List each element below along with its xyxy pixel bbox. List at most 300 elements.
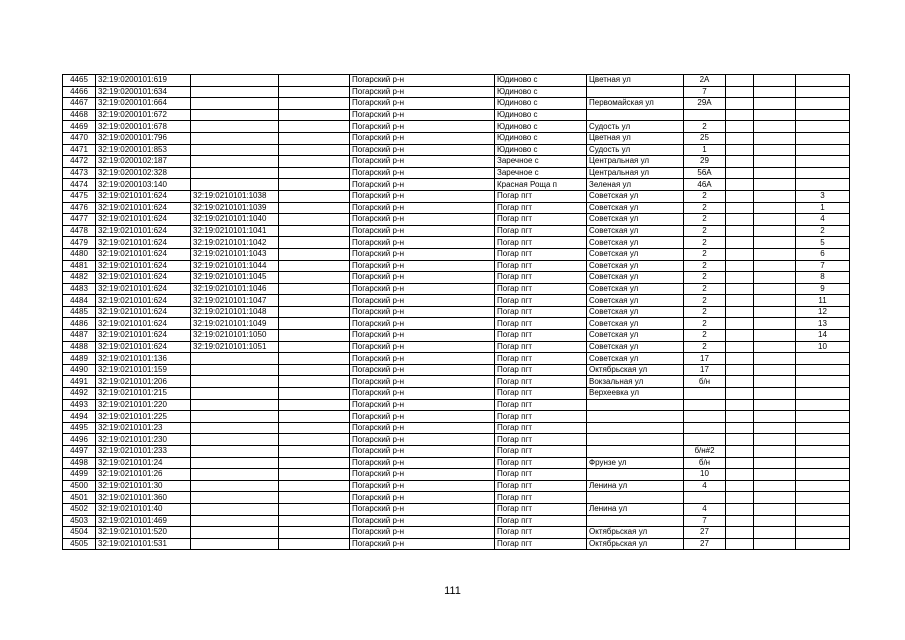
cadastral-number-cell: 32:19:0210101:230 bbox=[96, 434, 191, 446]
district-cell: Погарский р-н bbox=[350, 376, 495, 388]
empty-cell bbox=[754, 527, 796, 539]
row-number-cell: 4501 bbox=[63, 492, 96, 504]
empty-cell bbox=[279, 503, 350, 515]
empty-cell bbox=[754, 469, 796, 481]
empty-cell bbox=[279, 202, 350, 214]
house-number-cell: 27 bbox=[684, 538, 726, 550]
house-number-cell: 2А bbox=[684, 75, 726, 87]
apartment-number-cell: 1 bbox=[796, 202, 850, 214]
row-number-cell: 4493 bbox=[63, 399, 96, 411]
house-number-cell: 10 bbox=[684, 469, 726, 481]
unit-cadastral-number-cell bbox=[191, 179, 279, 191]
apartment-number-cell bbox=[796, 121, 850, 133]
district-cell: Погарский р-н bbox=[350, 515, 495, 527]
street-cell: Центральная ул bbox=[587, 167, 684, 179]
street-cell: Советская ул bbox=[587, 225, 684, 237]
empty-cell bbox=[279, 376, 350, 388]
empty-cell bbox=[754, 411, 796, 423]
district-cell: Погарский р-н bbox=[350, 156, 495, 168]
house-number-cell: 25 bbox=[684, 132, 726, 144]
unit-cadastral-number-cell: 32:19:0210101:1039 bbox=[191, 202, 279, 214]
locality-cell: Погар пгт bbox=[495, 457, 587, 469]
unit-cadastral-number-cell bbox=[191, 457, 279, 469]
cadastral-number-cell: 32:19:0210101:624 bbox=[96, 202, 191, 214]
empty-cell bbox=[279, 260, 350, 272]
locality-cell: Юдиново с bbox=[495, 121, 587, 133]
registry-rows bbox=[63, 75, 850, 550]
district-cell: Погарский р-н bbox=[350, 318, 495, 330]
district-cell: Погарский р-н bbox=[350, 237, 495, 249]
unit-cadastral-number-cell: 32:19:0210101:1045 bbox=[191, 272, 279, 284]
cadastral-number-cell: 32:19:0200102:187 bbox=[96, 156, 191, 168]
district-cell: Погарский р-н bbox=[350, 538, 495, 550]
unit-cadastral-number-cell: 32:19:0210101:1046 bbox=[191, 283, 279, 295]
row-number-cell: 4478 bbox=[63, 225, 96, 237]
row-number-cell: 4486 bbox=[63, 318, 96, 330]
empty-cell bbox=[754, 503, 796, 515]
district-cell: Погарский р-н bbox=[350, 434, 495, 446]
table-row bbox=[63, 446, 850, 458]
street-cell: Цветная ул bbox=[587, 75, 684, 87]
locality-cell: Погар пгт bbox=[495, 399, 587, 411]
unit-cadastral-number-cell: 32:19:0210101:1044 bbox=[191, 260, 279, 272]
apartment-number-cell: 2 bbox=[796, 225, 850, 237]
empty-cell bbox=[726, 109, 754, 121]
row-number-cell: 4487 bbox=[63, 330, 96, 342]
empty-cell bbox=[726, 434, 754, 446]
row-number-cell: 4473 bbox=[63, 167, 96, 179]
empty-cell bbox=[754, 492, 796, 504]
apartment-number-cell bbox=[796, 399, 850, 411]
empty-cell bbox=[279, 388, 350, 400]
table-row bbox=[63, 480, 850, 492]
row-number-cell: 4474 bbox=[63, 179, 96, 191]
empty-cell bbox=[726, 86, 754, 98]
empty-cell bbox=[754, 318, 796, 330]
table-row bbox=[63, 503, 850, 515]
street-cell bbox=[587, 411, 684, 423]
district-cell: Погарский р-н bbox=[350, 248, 495, 260]
street-cell: Советская ул bbox=[587, 190, 684, 202]
empty-cell bbox=[726, 190, 754, 202]
locality-cell: Погар пгт bbox=[495, 248, 587, 260]
empty-cell bbox=[279, 515, 350, 527]
row-number-cell: 4469 bbox=[63, 121, 96, 133]
house-number-cell: 2 bbox=[684, 237, 726, 249]
district-cell: Погарский р-н bbox=[350, 469, 495, 481]
locality-cell: Погар пгт bbox=[495, 353, 587, 365]
row-number-cell: 4494 bbox=[63, 411, 96, 423]
empty-cell bbox=[279, 272, 350, 284]
cadastral-number-cell: 32:19:0210101:624 bbox=[96, 341, 191, 353]
house-number-cell: 2 bbox=[684, 318, 726, 330]
row-number-cell: 4466 bbox=[63, 86, 96, 98]
empty-cell bbox=[726, 469, 754, 481]
apartment-number-cell: 3 bbox=[796, 190, 850, 202]
house-number-cell: 7 bbox=[684, 515, 726, 527]
street-cell: Советская ул bbox=[587, 295, 684, 307]
empty-cell bbox=[279, 109, 350, 121]
house-number-cell: 2 bbox=[684, 330, 726, 342]
empty-cell bbox=[754, 295, 796, 307]
empty-cell bbox=[726, 202, 754, 214]
table-row bbox=[63, 248, 850, 260]
empty-cell bbox=[754, 260, 796, 272]
street-cell: Советская ул bbox=[587, 202, 684, 214]
district-cell: Погарский р-н bbox=[350, 214, 495, 226]
empty-cell bbox=[754, 248, 796, 260]
cadastral-number-cell: 32:19:0210101:40 bbox=[96, 503, 191, 515]
empty-cell bbox=[726, 411, 754, 423]
row-number-cell: 4491 bbox=[63, 376, 96, 388]
cadastral-number-cell: 32:19:0210101:360 bbox=[96, 492, 191, 504]
empty-cell bbox=[279, 341, 350, 353]
locality-cell: Погар пгт bbox=[495, 283, 587, 295]
unit-cadastral-number-cell: 32:19:0210101:1043 bbox=[191, 248, 279, 260]
table-row bbox=[63, 237, 850, 249]
unit-cadastral-number-cell bbox=[191, 167, 279, 179]
unit-cadastral-number-cell: 32:19:0210101:1049 bbox=[191, 318, 279, 330]
street-cell: Советская ул bbox=[587, 318, 684, 330]
cadastral-number-cell: 32:19:0210101:215 bbox=[96, 388, 191, 400]
empty-cell bbox=[726, 515, 754, 527]
house-number-cell: 2 bbox=[684, 260, 726, 272]
table-row bbox=[63, 272, 850, 284]
table-row bbox=[63, 341, 850, 353]
empty-cell bbox=[754, 364, 796, 376]
unit-cadastral-number-cell bbox=[191, 446, 279, 458]
empty-cell bbox=[726, 341, 754, 353]
table-row bbox=[63, 202, 850, 214]
apartment-number-cell bbox=[796, 376, 850, 388]
unit-cadastral-number-cell bbox=[191, 109, 279, 121]
empty-cell bbox=[279, 457, 350, 469]
locality-cell: Погар пгт bbox=[495, 434, 587, 446]
row-number-cell: 4472 bbox=[63, 156, 96, 168]
house-number-cell: 17 bbox=[684, 353, 726, 365]
row-number-cell: 4499 bbox=[63, 469, 96, 481]
empty-cell bbox=[754, 399, 796, 411]
row-number-cell: 4465 bbox=[63, 75, 96, 87]
cadastral-number-cell: 32:19:0200101:619 bbox=[96, 75, 191, 87]
table-row bbox=[63, 434, 850, 446]
empty-cell bbox=[726, 98, 754, 110]
street-cell bbox=[587, 515, 684, 527]
empty-cell bbox=[279, 492, 350, 504]
street-cell: Советская ул bbox=[587, 214, 684, 226]
cadastral-number-cell: 32:19:0210101:624 bbox=[96, 306, 191, 318]
locality-cell: Погар пгт bbox=[495, 190, 587, 202]
row-number-cell: 4476 bbox=[63, 202, 96, 214]
empty-cell bbox=[279, 480, 350, 492]
street-cell: Советская ул bbox=[587, 248, 684, 260]
cadastral-number-cell: 32:19:0210101:220 bbox=[96, 399, 191, 411]
street-cell bbox=[587, 469, 684, 481]
empty-cell bbox=[754, 330, 796, 342]
apartment-number-cell bbox=[796, 538, 850, 550]
row-number-cell: 4496 bbox=[63, 434, 96, 446]
locality-cell: Юдиново с bbox=[495, 86, 587, 98]
locality-cell: Погар пгт bbox=[495, 446, 587, 458]
empty-cell bbox=[279, 98, 350, 110]
locality-cell: Погар пгт bbox=[495, 411, 587, 423]
apartment-number-cell bbox=[796, 411, 850, 423]
district-cell: Погарский р-н bbox=[350, 260, 495, 272]
house-number-cell: 2 bbox=[684, 121, 726, 133]
unit-cadastral-number-cell bbox=[191, 422, 279, 434]
empty-cell bbox=[279, 306, 350, 318]
table-row bbox=[63, 260, 850, 272]
empty-cell bbox=[726, 295, 754, 307]
apartment-number-cell: 8 bbox=[796, 272, 850, 284]
empty-cell bbox=[754, 132, 796, 144]
empty-cell bbox=[279, 364, 350, 376]
apartment-number-cell bbox=[796, 492, 850, 504]
empty-cell bbox=[726, 457, 754, 469]
unit-cadastral-number-cell bbox=[191, 75, 279, 87]
locality-cell: Погар пгт bbox=[495, 272, 587, 284]
table-row bbox=[63, 399, 850, 411]
apartment-number-cell: 10 bbox=[796, 341, 850, 353]
district-cell: Погарский р-н bbox=[350, 283, 495, 295]
district-cell: Погарский р-н bbox=[350, 225, 495, 237]
house-number-cell: б/н#2 bbox=[684, 446, 726, 458]
house-number-cell: 2 bbox=[684, 214, 726, 226]
locality-cell: Юдиново с bbox=[495, 144, 587, 156]
locality-cell: Погар пгт bbox=[495, 318, 587, 330]
locality-cell: Красная Роща п bbox=[495, 179, 587, 191]
cadastral-number-cell: 32:19:0210101:624 bbox=[96, 190, 191, 202]
street-cell bbox=[587, 492, 684, 504]
table-row bbox=[63, 376, 850, 388]
street-cell: Судость ул bbox=[587, 144, 684, 156]
street-cell: Советская ул bbox=[587, 283, 684, 295]
apartment-number-cell: 4 bbox=[796, 214, 850, 226]
row-number-cell: 4471 bbox=[63, 144, 96, 156]
apartment-number-cell bbox=[796, 353, 850, 365]
row-number-cell: 4498 bbox=[63, 457, 96, 469]
empty-cell bbox=[279, 295, 350, 307]
house-number-cell: 56А bbox=[684, 167, 726, 179]
apartment-number-cell bbox=[796, 132, 850, 144]
row-number-cell: 4482 bbox=[63, 272, 96, 284]
locality-cell: Погар пгт bbox=[495, 388, 587, 400]
apartment-number-cell bbox=[796, 469, 850, 481]
locality-cell: Погар пгт bbox=[495, 364, 587, 376]
row-number-cell: 4480 bbox=[63, 248, 96, 260]
unit-cadastral-number-cell: 32:19:0210101:1040 bbox=[191, 214, 279, 226]
locality-cell: Погар пгт bbox=[495, 376, 587, 388]
row-number-cell: 4467 bbox=[63, 98, 96, 110]
street-cell: Советская ул bbox=[587, 237, 684, 249]
empty-cell bbox=[279, 225, 350, 237]
cadastral-number-cell: 32:19:0210101:624 bbox=[96, 295, 191, 307]
district-cell: Погарский р-н bbox=[350, 411, 495, 423]
street-cell: Советская ул bbox=[587, 330, 684, 342]
table-row bbox=[63, 318, 850, 330]
locality-cell: Погар пгт bbox=[495, 202, 587, 214]
empty-cell bbox=[754, 167, 796, 179]
district-cell: Погарский р-н bbox=[350, 144, 495, 156]
street-cell: Зеленая ул bbox=[587, 179, 684, 191]
apartment-number-cell: 6 bbox=[796, 248, 850, 260]
street-cell: Верхеевка ул bbox=[587, 388, 684, 400]
street-cell: Первомайская ул bbox=[587, 98, 684, 110]
empty-cell bbox=[754, 446, 796, 458]
district-cell: Погарский р-н bbox=[350, 98, 495, 110]
apartment-number-cell bbox=[796, 480, 850, 492]
empty-cell bbox=[279, 179, 350, 191]
cadastral-number-cell: 32:19:0200103:140 bbox=[96, 179, 191, 191]
locality-cell: Юдиново с bbox=[495, 75, 587, 87]
cadastral-number-cell: 32:19:0200101:678 bbox=[96, 121, 191, 133]
locality-cell: Погар пгт bbox=[495, 422, 587, 434]
empty-cell bbox=[279, 422, 350, 434]
empty-cell bbox=[726, 132, 754, 144]
cadastral-number-cell: 32:19:0210101:624 bbox=[96, 272, 191, 284]
table-row bbox=[63, 167, 850, 179]
empty-cell bbox=[726, 376, 754, 388]
empty-cell bbox=[279, 190, 350, 202]
empty-cell bbox=[726, 318, 754, 330]
table-row bbox=[63, 515, 850, 527]
district-cell: Погарский р-н bbox=[350, 503, 495, 515]
row-number-cell: 4484 bbox=[63, 295, 96, 307]
apartment-number-cell bbox=[796, 167, 850, 179]
unit-cadastral-number-cell bbox=[191, 434, 279, 446]
house-number-cell: 2 bbox=[684, 225, 726, 237]
district-cell: Погарский р-н bbox=[350, 457, 495, 469]
street-cell bbox=[587, 446, 684, 458]
row-number-cell: 4477 bbox=[63, 214, 96, 226]
empty-cell bbox=[754, 480, 796, 492]
unit-cadastral-number-cell bbox=[191, 515, 279, 527]
apartment-number-cell bbox=[796, 422, 850, 434]
apartment-number-cell bbox=[796, 179, 850, 191]
empty-cell bbox=[754, 144, 796, 156]
empty-cell bbox=[726, 144, 754, 156]
locality-cell: Погар пгт bbox=[495, 237, 587, 249]
unit-cadastral-number-cell bbox=[191, 492, 279, 504]
district-cell: Погарский р-н bbox=[350, 109, 495, 121]
cadastral-number-cell: 32:19:0210101:624 bbox=[96, 237, 191, 249]
empty-cell bbox=[754, 179, 796, 191]
street-cell: Судость ул bbox=[587, 121, 684, 133]
district-cell: Погарский р-н bbox=[350, 341, 495, 353]
row-number-cell: 4489 bbox=[63, 353, 96, 365]
district-cell: Погарский р-н bbox=[350, 306, 495, 318]
house-number-cell: 29 bbox=[684, 156, 726, 168]
empty-cell bbox=[726, 260, 754, 272]
unit-cadastral-number-cell: 32:19:0210101:1048 bbox=[191, 306, 279, 318]
row-number-cell: 4481 bbox=[63, 260, 96, 272]
empty-cell bbox=[754, 283, 796, 295]
row-number-cell: 4500 bbox=[63, 480, 96, 492]
district-cell: Погарский р-н bbox=[350, 330, 495, 342]
table-row bbox=[63, 422, 850, 434]
apartment-number-cell: 13 bbox=[796, 318, 850, 330]
cadastral-number-cell: 32:19:0210101:206 bbox=[96, 376, 191, 388]
empty-cell bbox=[754, 376, 796, 388]
street-cell bbox=[587, 399, 684, 411]
street-cell bbox=[587, 422, 684, 434]
street-cell: Ленина ул bbox=[587, 480, 684, 492]
unit-cadastral-number-cell: 32:19:0210101:1051 bbox=[191, 341, 279, 353]
table-row bbox=[63, 214, 850, 226]
cadastral-number-cell: 32:19:0200101:672 bbox=[96, 109, 191, 121]
cadastral-number-cell: 32:19:0210101:624 bbox=[96, 260, 191, 272]
row-number-cell: 4502 bbox=[63, 503, 96, 515]
house-number-cell bbox=[684, 411, 726, 423]
row-number-cell: 4492 bbox=[63, 388, 96, 400]
table-row bbox=[63, 364, 850, 376]
table-row bbox=[63, 98, 850, 110]
unit-cadastral-number-cell bbox=[191, 156, 279, 168]
empty-cell bbox=[754, 156, 796, 168]
empty-cell bbox=[754, 538, 796, 550]
apartment-number-cell bbox=[796, 144, 850, 156]
street-cell: Советская ул bbox=[587, 272, 684, 284]
empty-cell bbox=[279, 248, 350, 260]
street-cell: Цветная ул bbox=[587, 132, 684, 144]
empty-cell bbox=[279, 75, 350, 87]
empty-cell bbox=[279, 353, 350, 365]
apartment-number-cell bbox=[796, 527, 850, 539]
apartment-number-cell bbox=[796, 156, 850, 168]
street-cell: Советская ул bbox=[587, 353, 684, 365]
table-row bbox=[63, 144, 850, 156]
street-cell: Ленина ул bbox=[587, 503, 684, 515]
unit-cadastral-number-cell: 32:19:0210101:1041 bbox=[191, 225, 279, 237]
house-number-cell: 4 bbox=[684, 480, 726, 492]
empty-cell bbox=[754, 75, 796, 87]
locality-cell: Погар пгт bbox=[495, 330, 587, 342]
district-cell: Погарский р-н bbox=[350, 179, 495, 191]
house-number-cell: 4 bbox=[684, 503, 726, 515]
empty-cell bbox=[279, 144, 350, 156]
house-number-cell: 1 bbox=[684, 144, 726, 156]
cadastral-number-cell: 32:19:0200102:328 bbox=[96, 167, 191, 179]
cadastral-number-cell: 32:19:0210101:469 bbox=[96, 515, 191, 527]
unit-cadastral-number-cell: 32:19:0210101:1038 bbox=[191, 190, 279, 202]
unit-cadastral-number-cell bbox=[191, 353, 279, 365]
locality-cell: Погар пгт bbox=[495, 306, 587, 318]
cadastral-number-cell: 32:19:0200101:796 bbox=[96, 132, 191, 144]
empty-cell bbox=[754, 214, 796, 226]
locality-cell: Погар пгт bbox=[495, 492, 587, 504]
unit-cadastral-number-cell bbox=[191, 376, 279, 388]
cadastral-number-cell: 32:19:0210101:30 bbox=[96, 480, 191, 492]
apartment-number-cell: 7 bbox=[796, 260, 850, 272]
district-cell: Погарский р-н bbox=[350, 75, 495, 87]
locality-cell: Юдиново с bbox=[495, 109, 587, 121]
locality-cell: Погар пгт bbox=[495, 225, 587, 237]
unit-cadastral-number-cell bbox=[191, 98, 279, 110]
empty-cell bbox=[726, 538, 754, 550]
empty-cell bbox=[726, 527, 754, 539]
locality-cell: Погар пгт bbox=[495, 295, 587, 307]
street-cell bbox=[587, 434, 684, 446]
empty-cell bbox=[279, 469, 350, 481]
row-number-cell: 4488 bbox=[63, 341, 96, 353]
empty-cell bbox=[726, 272, 754, 284]
table-row bbox=[63, 330, 850, 342]
house-number-cell: 2 bbox=[684, 272, 726, 284]
cadastral-number-cell: 32:19:0210101:159 bbox=[96, 364, 191, 376]
empty-cell bbox=[279, 86, 350, 98]
house-number-cell bbox=[684, 422, 726, 434]
table-row bbox=[63, 132, 850, 144]
